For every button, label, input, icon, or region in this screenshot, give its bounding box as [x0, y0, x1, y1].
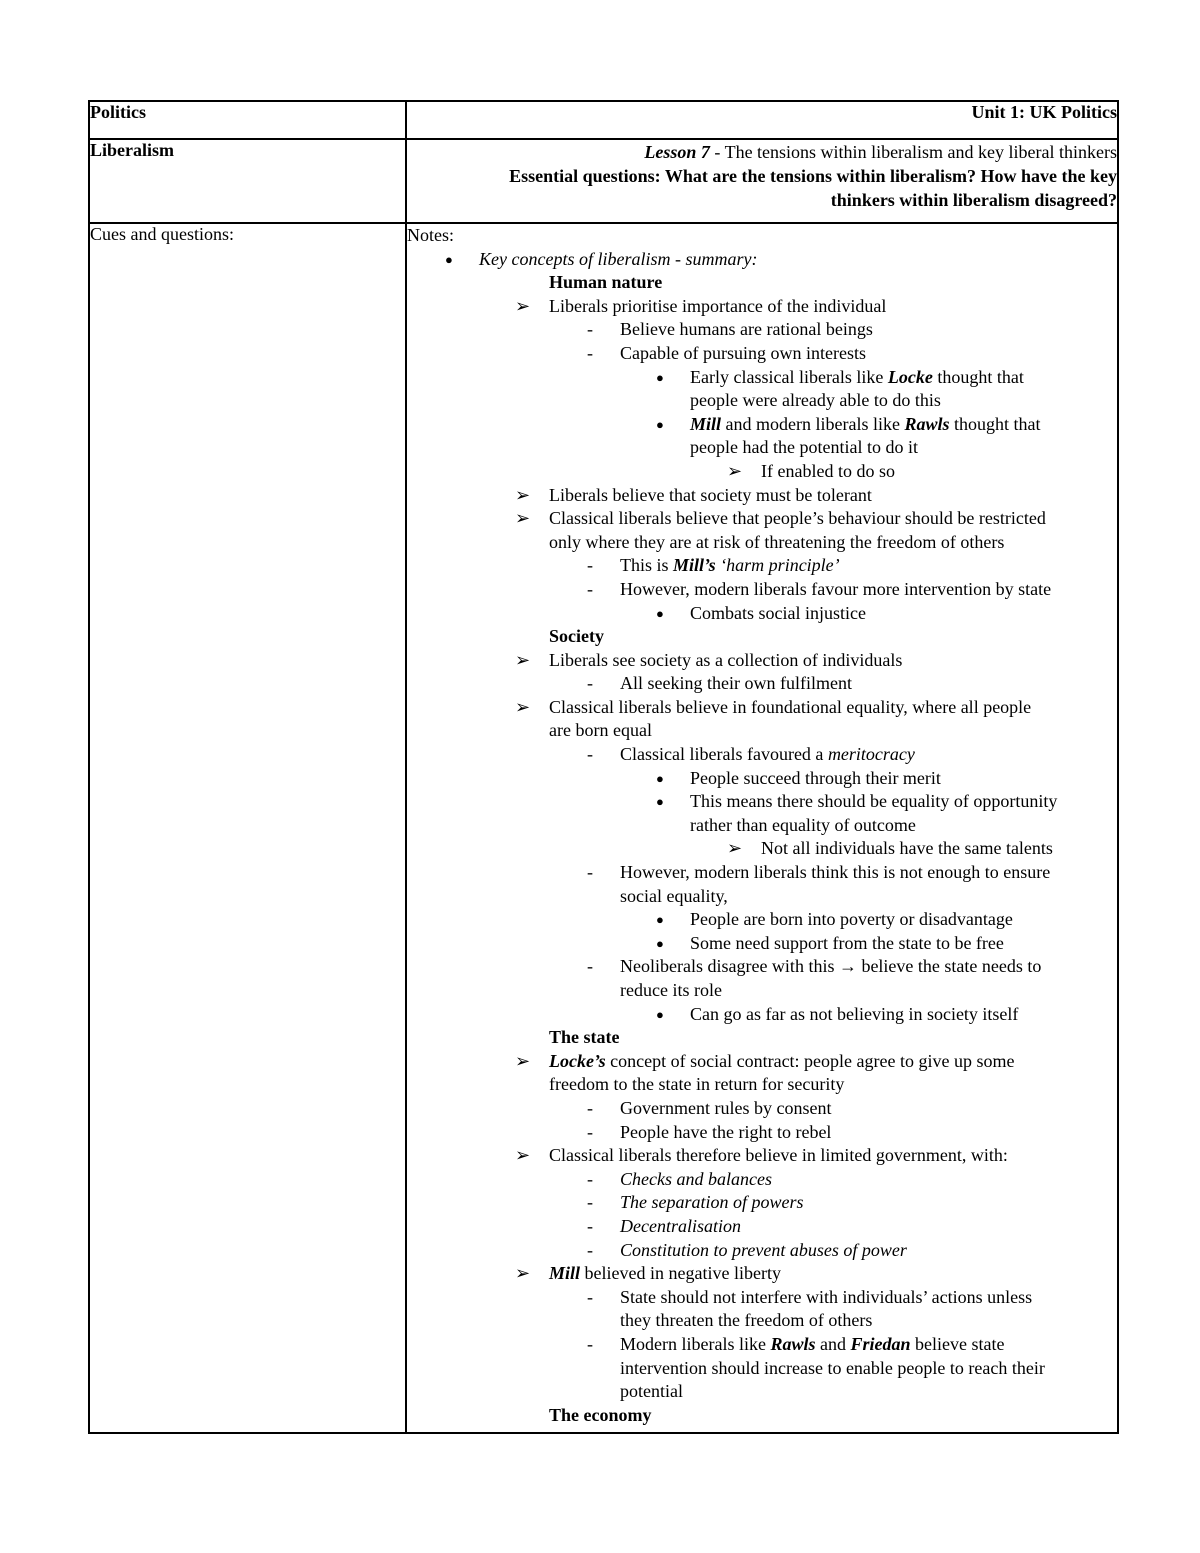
- text-run: are born equal: [549, 720, 652, 741]
- lesson-title: - The tensions within liberalism and key liberal thinkers: [709, 142, 1117, 162]
- dash-marker: -: [587, 673, 593, 694]
- notes-line: [407, 436, 1117, 460]
- notes-line: [407, 1357, 1117, 1381]
- bullet-icon: ●: [656, 605, 664, 621]
- notes-line-text: [620, 744, 915, 764]
- notes-line: [407, 1191, 1117, 1215]
- notes-line-text: [690, 367, 1024, 387]
- header-row: [89, 101, 1118, 139]
- bullet-icon: ●: [656, 369, 664, 385]
- cues-label: Cues and questions:: [90, 224, 234, 244]
- notes-line-text: [549, 1263, 781, 1283]
- notes-line-text: [620, 1192, 804, 1212]
- notes-list: [407, 248, 1117, 1428]
- notes-line-text: [620, 1216, 741, 1236]
- text-run: Not all individuals have the same talents: [761, 838, 1053, 859]
- bullet-icon: ●: [656, 912, 664, 928]
- notes-line: [407, 1333, 1117, 1357]
- notes-line-text: [549, 626, 604, 646]
- dash-marker: -: [587, 319, 593, 340]
- text-run: The economy: [549, 1404, 652, 1425]
- notes-line: [407, 672, 1117, 696]
- arrow-bullet-icon: ➢: [515, 1263, 531, 1284]
- notes-line: [407, 1026, 1117, 1050]
- notes-line: [407, 1121, 1117, 1145]
- lesson-row: [89, 139, 1118, 223]
- unit-label: Unit 1: UK Politics: [971, 102, 1117, 122]
- text-run: Society: [549, 626, 604, 647]
- notes-line: [407, 837, 1117, 861]
- thinker-name: Locke: [887, 366, 933, 387]
- notes-line-text: [620, 980, 722, 1000]
- notes-line: [407, 248, 1117, 272]
- thinker-name: Locke’s: [549, 1050, 606, 1071]
- text-run: meritocracy: [827, 744, 915, 765]
- text-run: Modern liberals like: [620, 1333, 771, 1354]
- text-run: they threaten the freedom of others: [620, 1310, 873, 1331]
- dash-marker: -: [587, 1333, 593, 1354]
- notes-line: [407, 1239, 1117, 1263]
- notes-line-text: [549, 1051, 1014, 1071]
- notes-line-text: [690, 390, 941, 410]
- text-run: people were already able to do this: [690, 390, 941, 411]
- notes-line-text: [620, 1098, 831, 1118]
- notes-line-text: [549, 1027, 620, 1047]
- notes-line-text: [549, 508, 1046, 528]
- notes-line: [407, 625, 1117, 649]
- text-run: concept of social contract: people agree to give up some: [605, 1050, 1015, 1071]
- text-run: only where they are at risk of threatening the freedom of others: [549, 531, 1005, 552]
- notes-line-text: [549, 720, 652, 740]
- notes-line-text: [620, 1310, 872, 1330]
- arrow-bullet-icon: ➢: [515, 649, 531, 670]
- arrow-bullet-icon: ➢: [515, 1050, 531, 1071]
- notes-line: [407, 1262, 1117, 1286]
- notes-line-text: [620, 1240, 907, 1260]
- text-run: Constitution to prevent abuses of power: [620, 1239, 907, 1260]
- notes-line: [407, 507, 1117, 531]
- notes-line: [407, 1073, 1117, 1097]
- notes-line: [407, 1215, 1117, 1239]
- text-run: Decentralisation: [620, 1215, 741, 1236]
- notes-line: [407, 955, 1117, 979]
- text-run: Key concepts of liberalism - summary:: [479, 248, 758, 269]
- notes-line: [407, 602, 1117, 626]
- notes-line: [407, 318, 1117, 342]
- text-run: believed in negative liberty: [580, 1263, 781, 1284]
- notes-line: [407, 790, 1117, 814]
- text-run: Classical liberals believe that people’s behaviour should be restricted: [549, 508, 1046, 529]
- notes-line: [407, 861, 1117, 885]
- notes-line-text: [549, 1405, 652, 1425]
- notes-line: [407, 1309, 1117, 1333]
- notes-line-text: [690, 1004, 1018, 1024]
- notes-cell: [406, 223, 1118, 1433]
- text-run: people had the potential to do it: [690, 437, 918, 458]
- notes-line: [407, 743, 1117, 767]
- content-row: [89, 223, 1118, 1433]
- lesson-number: Lesson 7: [644, 142, 710, 162]
- notes-line-text: [620, 1169, 772, 1189]
- text-run: Liberals see society as a collection of individuals: [549, 649, 903, 670]
- notes-line: [407, 1097, 1117, 1121]
- cues-cell: [89, 223, 406, 1433]
- text-run: rather than equality of outcome: [690, 814, 916, 835]
- thinker-name: Mill’s: [673, 555, 716, 576]
- text-run: believe state: [910, 1333, 1005, 1354]
- dash-marker: -: [587, 956, 593, 977]
- arrow-bullet-icon: ➢: [515, 1145, 531, 1166]
- notes-line-text: [761, 838, 1053, 858]
- notes-line: [407, 389, 1117, 413]
- arrow-bullet-icon: ➢: [515, 508, 531, 529]
- notes-line: [407, 1050, 1117, 1074]
- notes-line-text: [620, 862, 1050, 882]
- notes-line-text: [690, 768, 941, 788]
- dash-marker: -: [587, 1121, 593, 1142]
- notes-line: [407, 531, 1117, 555]
- essential-questions-line-1: Essential questions: What are the tensions within liberalism? How have the key: [509, 166, 1117, 186]
- notes-line: [407, 295, 1117, 319]
- text-run: Can go as far as not believing in society itself: [690, 1003, 1019, 1024]
- text-run: People are born into poverty or disadvantage: [690, 909, 1013, 930]
- notes-line-text: [690, 603, 866, 623]
- notes-line-text: [620, 1358, 1045, 1378]
- arrow-bullet-icon: ➢: [727, 838, 743, 859]
- notes-line-text: [620, 1334, 1004, 1354]
- bullet-icon: ●: [445, 251, 453, 267]
- text-run: Liberals believe that society must be tolerant: [549, 484, 872, 505]
- essential-questions-line-2: thinkers within liberalism disagreed?: [830, 190, 1117, 210]
- notes-line: [407, 1003, 1117, 1027]
- dash-marker: -: [587, 578, 593, 599]
- notes-line: [407, 767, 1117, 791]
- text-run: Some need support from the state to be free: [690, 932, 1004, 953]
- text-run: Classical liberals believe in foundational equality, where all people: [549, 696, 1032, 717]
- bullet-icon: ●: [656, 935, 664, 951]
- notes-line-text: [549, 1145, 1008, 1165]
- notes-line-text: [620, 343, 866, 363]
- text-run: If enabled to do so: [761, 460, 895, 481]
- notes-line-text: [690, 414, 1041, 434]
- notes-line-text: [549, 1074, 844, 1094]
- bullet-icon: ●: [656, 416, 664, 432]
- bullet-icon: ●: [656, 794, 664, 810]
- topic-cell: [89, 139, 406, 223]
- notes-line-text: [620, 555, 840, 575]
- notes-line-text: [620, 886, 728, 906]
- notes-line: [407, 554, 1117, 578]
- notes-line-text: [620, 579, 1051, 599]
- text-run: State should not interfere with individuals’ actions unless: [620, 1286, 1033, 1307]
- notes-line: [407, 413, 1117, 437]
- lesson-cell: [406, 139, 1118, 223]
- notes-line-text: [620, 319, 873, 339]
- text-run: Classical liberals therefore believe in limited government, with:: [549, 1145, 1008, 1166]
- thinker-name: Mill: [690, 413, 722, 434]
- text-run: However, modern liberals think this is not enough to ensure: [620, 862, 1051, 883]
- notes-line: [407, 814, 1117, 838]
- text-run: intervention should increase to enable people to reach their: [620, 1357, 1045, 1378]
- dash-marker: -: [587, 555, 593, 576]
- text-run: All seeking their own fulfilment: [620, 673, 852, 694]
- notes-line: [407, 1286, 1117, 1310]
- text-run: Human nature: [549, 272, 663, 293]
- topic-label: Liberalism: [90, 140, 174, 160]
- notes-line: [407, 1380, 1117, 1404]
- notes-line-text: [620, 1122, 831, 1142]
- bullet-icon: ●: [656, 1006, 664, 1022]
- dash-marker: -: [587, 1215, 593, 1236]
- arrow-bullet-icon: ➢: [727, 460, 743, 481]
- text-run: Neoliberals disagree with this → believe the state needs to: [620, 956, 1042, 977]
- dash-marker: -: [587, 1168, 593, 1189]
- cornell-notes-table: [88, 100, 1119, 1434]
- text-run: People succeed through their merit: [690, 767, 941, 788]
- text-run: Believe humans are rational beings: [620, 319, 873, 340]
- notes-line: [407, 484, 1117, 508]
- subject-label: Politics: [90, 102, 146, 122]
- dash-marker: -: [587, 1239, 593, 1260]
- notes-line: [407, 719, 1117, 743]
- thinker-name: Friedan: [850, 1333, 911, 1354]
- text-run: reduce its role: [620, 980, 722, 1000]
- arrow-bullet-icon: ➢: [515, 295, 531, 316]
- notes-line-text: [620, 1381, 683, 1401]
- bullet-icon: ●: [656, 770, 664, 786]
- text-run: Government rules by consent: [620, 1097, 832, 1118]
- notes-line-text: [620, 956, 1041, 976]
- notes-line-text: [620, 1287, 1032, 1307]
- subject-cell: [89, 101, 406, 139]
- notes-line: [407, 932, 1117, 956]
- dash-marker: -: [587, 744, 593, 765]
- text-run: potential: [620, 1381, 683, 1402]
- dash-marker: -: [587, 862, 593, 883]
- notes-line: [407, 1404, 1117, 1428]
- notes-line-text: [549, 485, 872, 505]
- text-run: Capable of pursuing own interests: [620, 342, 866, 363]
- dash-marker: -: [587, 1192, 593, 1213]
- thinker-name: Mill: [549, 1263, 581, 1284]
- lesson-title-line: [407, 140, 1117, 164]
- dash-marker: -: [587, 342, 593, 363]
- notes-line-text: [549, 272, 662, 292]
- notes-line: [407, 696, 1117, 720]
- notes-line-text: [549, 650, 902, 670]
- text-run: Early classical liberals like: [690, 366, 888, 387]
- notes-line: [407, 649, 1117, 673]
- text-run: thought that: [949, 413, 1041, 434]
- notes-line-text: [549, 697, 1031, 717]
- notes-line-text: [549, 532, 1004, 552]
- notes-line-text: [690, 933, 1004, 953]
- text-run: The state: [549, 1027, 620, 1048]
- arrow-bullet-icon: ➢: [515, 484, 531, 505]
- arrow-bullet-icon: ➢: [515, 696, 531, 717]
- notes-line: [407, 271, 1117, 295]
- thinker-name: Rawls: [904, 413, 950, 434]
- thinker-name: Rawls: [770, 1333, 816, 1354]
- notes-line: [407, 979, 1117, 1003]
- text-run: thought that: [932, 366, 1024, 387]
- notes-line: [407, 1168, 1117, 1192]
- unit-cell: [406, 101, 1118, 139]
- notes-line: [407, 578, 1117, 602]
- dash-marker: -: [587, 1097, 593, 1118]
- text-run: People have the right to rebel: [620, 1121, 832, 1142]
- notes-line: [407, 366, 1117, 390]
- text-run: ‘harm principle’: [715, 555, 840, 576]
- text-run: freedom to the state in return for security: [549, 1074, 845, 1095]
- dash-marker: -: [587, 1286, 593, 1307]
- text-run: However, modern liberals favour more intervention by state: [620, 578, 1052, 599]
- notes-line-text: [690, 791, 1057, 811]
- notes-line-text: [620, 673, 852, 693]
- notes-line: [407, 342, 1117, 366]
- notes-line: [407, 885, 1117, 909]
- notes-line-text: [479, 249, 757, 269]
- notes-line: [407, 460, 1117, 484]
- text-run: This means there should be equality of opportunity: [690, 791, 1058, 812]
- text-run: Checks and balances: [620, 1168, 772, 1189]
- text-run: The separation of powers: [620, 1192, 804, 1213]
- text-run: and modern liberals like: [721, 413, 905, 434]
- notes-line-text: [690, 437, 918, 457]
- notes-line-text: [690, 815, 916, 835]
- notes-label: Notes:: [407, 225, 454, 245]
- notes-line-text: [761, 461, 895, 481]
- text-run: Combats social injustice: [690, 602, 866, 623]
- notes-line: [407, 1144, 1117, 1168]
- text-run: social equality,: [620, 885, 728, 906]
- text-run: Classical liberals favoured a: [620, 744, 828, 765]
- notes-line-text: [690, 909, 1013, 929]
- text-run: Liberals prioritise importance of the individual: [549, 295, 887, 316]
- text-run: and: [815, 1333, 851, 1354]
- notes-line: [407, 908, 1117, 932]
- text-run: This is: [620, 555, 674, 576]
- notes-line-text: [549, 296, 886, 316]
